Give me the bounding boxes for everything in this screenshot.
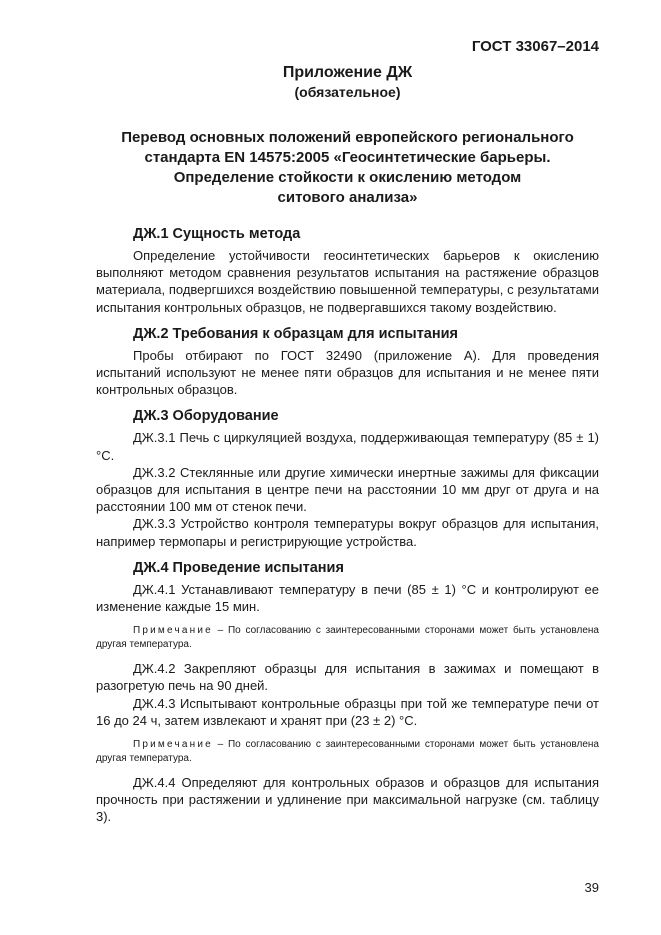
note-1-text: – По согласованию с заинтересованными сторонами может быть установлена другая температура. (96, 625, 599, 650)
standard-header: ГОСТ 33067–2014 (471, 38, 599, 55)
note-1 (96, 624, 599, 651)
section-4-paragraph-1: ДЖ.4.1 Устанавливают температуру в печи (85 ± 1) °С и контролируют ее изменение каждые 15 мин. (96, 581, 599, 615)
section-4-paragraph-2: ДЖ.4.2 Закрепляют образцы для испытания в зажимах и помещают в разогретую печь на 90 дней. (96, 661, 599, 694)
annex-heading-line: Определение стойкости к окислению методом (173, 169, 522, 186)
section-1-paragraph: Определение устойчивости геосинтетических барьеров к окислению выполняют методом сравнения результатов испытания на растяжение образцов материала, подвергшихся воздействию повышенной температуры, с результатами испытания контрольных образцов, не подвергавшихся такому воздействию. (96, 248, 599, 315)
annex-heading-line: стандарта EN 14575:2005 «Геосинтетические барьеры. (144, 149, 551, 166)
section-title-1: ДЖ.1 Сущность метода (133, 226, 301, 242)
section-4-paragraph-4: ДЖ.4.4 Определяют для контрольных образов и образцов для испытания прочность при растяжении и удлинение при максимальной нагрузке (см. таблицу 3). (96, 775, 599, 825)
section-title-2: ДЖ.2 Требования к образцам для испытания (133, 325, 458, 342)
section-3-paragraph-1: ДЖ.3.1 Печь с циркуляцией воздуха, поддерживающая температуру (85 ± 1) °С. (96, 430, 599, 463)
annex-heading (96, 128, 599, 208)
annex-subtitle: (обязательное) (294, 84, 401, 100)
page-number: 39 (584, 880, 599, 895)
note-2-text: – По согласованию с заинтересованными сторонами может быть установлена другая температура. (96, 739, 599, 764)
annex-heading-line: Перевод основных положений европейского регионального (121, 129, 574, 146)
note-2 (96, 738, 599, 765)
section-title-3: ДЖ.3 Оборудование (133, 408, 279, 425)
note-1-label: Примечание (133, 625, 213, 637)
page-body (96, 0, 599, 826)
section-4-paragraph-3: ДЖ.4.3 Испытывают контрольные образцы при той же температуре печи от 16 до 24 ч, затем извлекают и хранят при (23 ± 2) °С. (96, 695, 599, 728)
annex-heading-line: ситового анализа» (277, 189, 418, 206)
section-title-4: ДЖ.4 Проведение испытания (133, 559, 344, 576)
annex-title: Приложение ДЖ (282, 64, 413, 81)
section-3-paragraph-2: ДЖ.3.2 Стеклянные или другие химически инертные зажимы для фиксации образцов для испытания в центре печи на расстоянии 10 мм друг от друга и на расстоянии 100 мм от стенок печи. (96, 464, 599, 515)
section-3-paragraph-3: ДЖ.3.3 Устройство контроля температуры вокруг образцов для испытания, например термопары и регистрирующие устройства. (96, 516, 599, 549)
section-2-paragraph: Пробы отбирают по ГОСТ 32490 (приложение А). Для проведения испытаний используют не менее пяти образцов для испытания и не менее пяти контрольных образцов. (96, 347, 599, 398)
note-2-label: Примечание (133, 739, 213, 751)
